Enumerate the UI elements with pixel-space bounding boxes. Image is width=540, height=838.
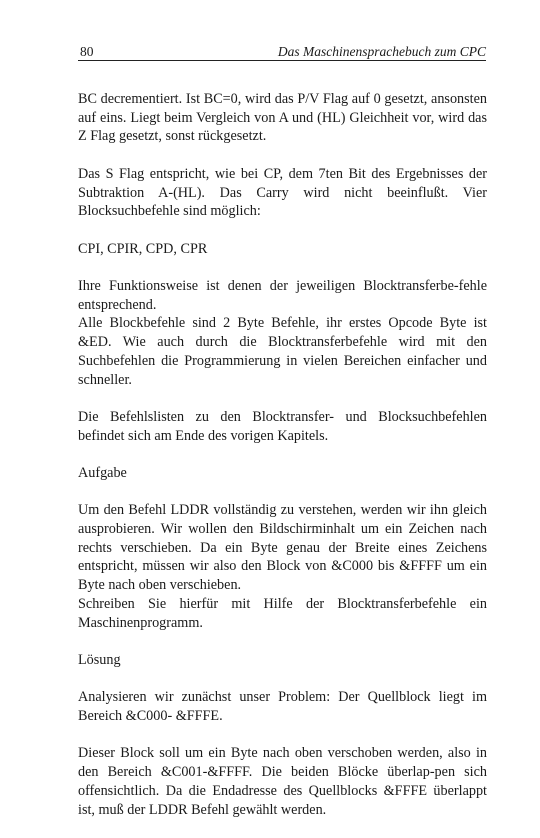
- instruction-list: CPI, CPIR, CPD, CPR: [78, 240, 208, 257]
- paragraph-s-flag: Das S Flag entspricht, wie bei CP, dem 7ten Bit des Ergebnisses der Subtraktion A-(HL). Das Carry wird nicht beeinflußt. Vier Blocksuchbefehle sind möglich:: [78, 165, 487, 220]
- paragraph-command-lists: Die Befehlslisten zu den Blocktransfer- und Blocksuchbefehlen befindet sich am Ende des vorigen Kapitels.: [78, 408, 487, 444]
- paragraph-functionality: Ihre Funktionsweise ist denen der jeweiligen Blocktransferbe-fehle entsprechend.: [78, 277, 487, 313]
- paragraph-bc-decrement: BC decrementiert. Ist BC=0, wird das P/V Flag auf 0 gesetzt, ansonsten auf eins. Liegt beim Vergleich von A und (HL) Gleichheit vor, wird das Z Flag gesetzt, sonst rückgesetzt.: [78, 91, 487, 145]
- running-title: Das Maschinensprachebuch zum CPC: [277, 44, 486, 59]
- paragraph-overlap: Dieser Block soll um ein Byte nach oben verschoben werden, also in den Bereich &C001-&FFFF. Die beiden Blöcke überlap-pen sich offensichtlich. Da die Endadresse des Quellblocks &FFFE überlappt ist, muß der LDDR Befehl gewählt werden.: [78, 745, 487, 818]
- paragraph-task: Um den Befehl LDDR vollständig zu verstehen, werden wir ihn gleich ausprobieren. Wir wollen den Bildschirminhalt um ein Zeichen nach rechts verschieben. Da ein Byte genau der Breite eines Zeichens entspricht, müssen wir also den Block von &C000 bis &FFFF um ein Byte nach oben verschieben.: [78, 502, 487, 594]
- paragraph-analysis: Analysieren wir zunächst unser Problem: Der Quellblock liegt im Bereich &C000- &FFFE.: [78, 689, 487, 725]
- paragraph-task-instruction: Schreiben Sie hierfür mit Hilfe der Blocktransferbefehle ein Maschinenprogramm.: [78, 595, 487, 631]
- heading-loesung: Lösung: [78, 651, 121, 668]
- paragraph-block-commands: Alle Blockbefehle sind 2 Byte Befehle, ihr erstes Opcode Byte ist &ED. Wie auch durch die Blocktransferbefehle wird mit den Suchbefehlen die Programmierung in vielen Bereichen einfacher und schneller.: [78, 315, 487, 388]
- heading-aufgabe: Aufgabe: [78, 464, 127, 481]
- page-header: [78, 44, 486, 61]
- page-number: 80: [80, 44, 94, 59]
- body-text: [78, 90, 487, 838]
